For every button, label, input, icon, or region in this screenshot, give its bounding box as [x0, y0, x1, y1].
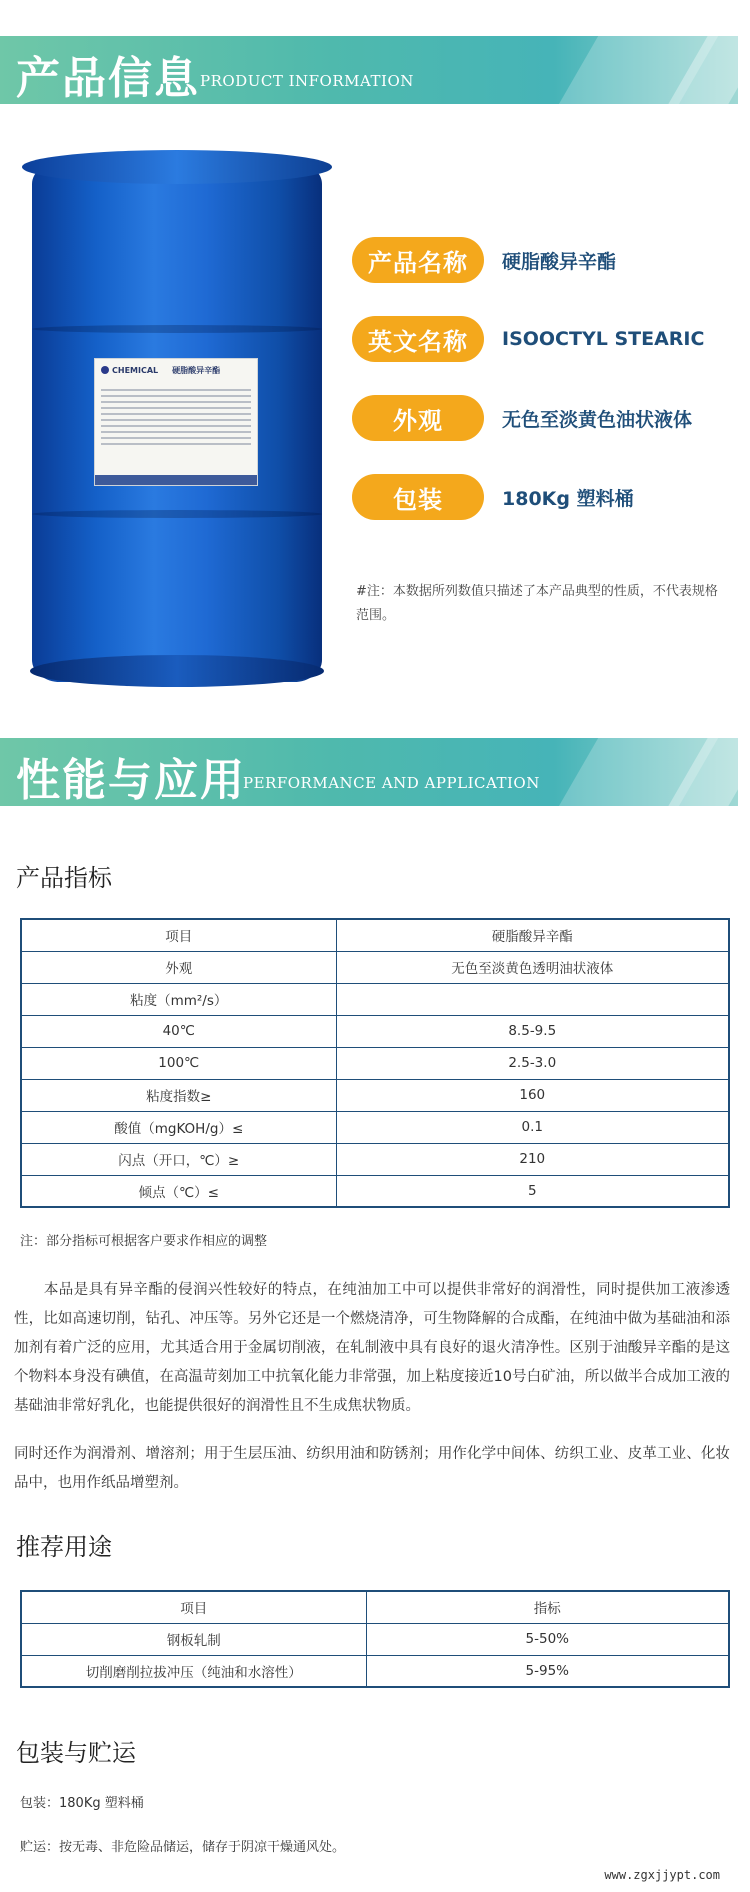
usage-paragraph: 同时还作为润滑剂、增溶剂；用于生层压油、纺织用油和防锈剂；用作化学中间体、纺织工业、皮革工业、化妆品中，也用作纸品增塑剂。: [14, 1446, 730, 1491]
table-row: 倾点（℃）≤ 5: [21, 1175, 729, 1207]
table-row: 粘度（mm²/s）: [21, 983, 729, 1015]
info-key-pill: 英文名称: [352, 316, 484, 362]
table-row: 闪点（开口，℃）≥ 210: [21, 1143, 729, 1175]
spec-table: [20, 918, 730, 1208]
info-row-english: [352, 316, 704, 362]
banner-title-cn: 性能与应用: [16, 755, 246, 806]
drum-rib: [32, 510, 322, 518]
info-row-packing: [352, 474, 634, 520]
banner-title-en: PRODUCT INFORMATION: [200, 72, 414, 90]
table-row: 钢板轧制 5-50%: [21, 1623, 729, 1655]
drum-label-product: 硬脂酸异辛酯: [172, 364, 221, 375]
info-value: ISOOCTYL STEARIC: [502, 328, 705, 350]
info-row-name: [352, 237, 616, 283]
brand-logo-icon: [101, 366, 109, 374]
table-row: 100℃ 2.5-3.0: [21, 1047, 729, 1079]
table-row: 40℃ 8.5-9.5: [21, 1015, 729, 1047]
spec-note: 注：部分指标可根据客户要求作相应的调整: [20, 1234, 268, 1249]
drum-label: [94, 358, 258, 486]
packing-text: 包装：180Kg 塑料桶: [20, 1796, 144, 1811]
table-row: 外观 无色至淡黄色透明油状液体: [21, 951, 729, 983]
watermark: www.zgxjjypt.com: [604, 1868, 720, 1882]
usage-heading: 推荐用途: [16, 1533, 112, 1561]
product-drum-image: [22, 150, 332, 690]
info-key-pill: 包装: [352, 474, 484, 520]
transport-text: 贮运：按无毒、非危险品储运，储存于阴凉干燥通风处。: [20, 1840, 346, 1855]
banner-title-cn: 产品信息: [16, 53, 200, 104]
product-info-banner: [0, 36, 738, 104]
info-key-pill: 外观: [352, 395, 484, 441]
info-value: 硬脂酸异辛酯: [502, 250, 617, 273]
drum-label-brand: CHEMICAL: [112, 365, 159, 375]
description-paragraph: 本品是具有异辛酯的侵润兴性较好的特点，在纯油加工中可以提供非常好的润滑性，同时提供加工液渗透性，比如高速切削，钻孔、冲压等。另外它还是一个燃烧清净，可生物降解的合成酯，在纯油中做为基础油和添加剂有着广泛的应用，尤其适合用于金属切削液，在轧制液中具有良好的退火清净性。区别于油酸异辛酯的是这个物料本身没有碘值，在高温苛刻加工中抗氧化能力非常强，加上粘度接近10号白矿油，所以做半合成加工液的基础油非常好乳化，也能提供很好的润滑性且不生成焦状物质。: [14, 1282, 730, 1414]
spec-heading: 产品指标: [16, 864, 112, 892]
table-row: 切削磨削拉拔冲压（纯油和水溶性） 5-95%: [21, 1655, 729, 1687]
drum-lid: [22, 150, 332, 184]
info-value: 180Kg 塑料桶: [502, 487, 634, 510]
table-row: 粘度指数≥ 160: [21, 1079, 729, 1111]
table-row: 项目 指标: [21, 1591, 729, 1623]
storage-heading: 包装与贮运: [16, 1739, 136, 1767]
table-row: 项目 硬脂酸异辛酯: [21, 919, 729, 951]
info-value: 无色至淡黄色油状液体: [502, 408, 693, 431]
usage-table: [20, 1590, 730, 1688]
info-key-pill: 产品名称: [352, 237, 484, 283]
info-row-appearance: [352, 395, 692, 441]
drum-rib: [32, 325, 322, 333]
info-note: #注：本数据所列数值只描述了本产品典型的性质，不代表规格范围。: [356, 584, 718, 623]
drum-base: [30, 655, 324, 687]
performance-banner: [0, 738, 738, 806]
banner-title-en: PERFORMANCE AND APPLICATION: [243, 774, 540, 792]
table-row: 酸值（mgKOH/g）≤ 0.1: [21, 1111, 729, 1143]
